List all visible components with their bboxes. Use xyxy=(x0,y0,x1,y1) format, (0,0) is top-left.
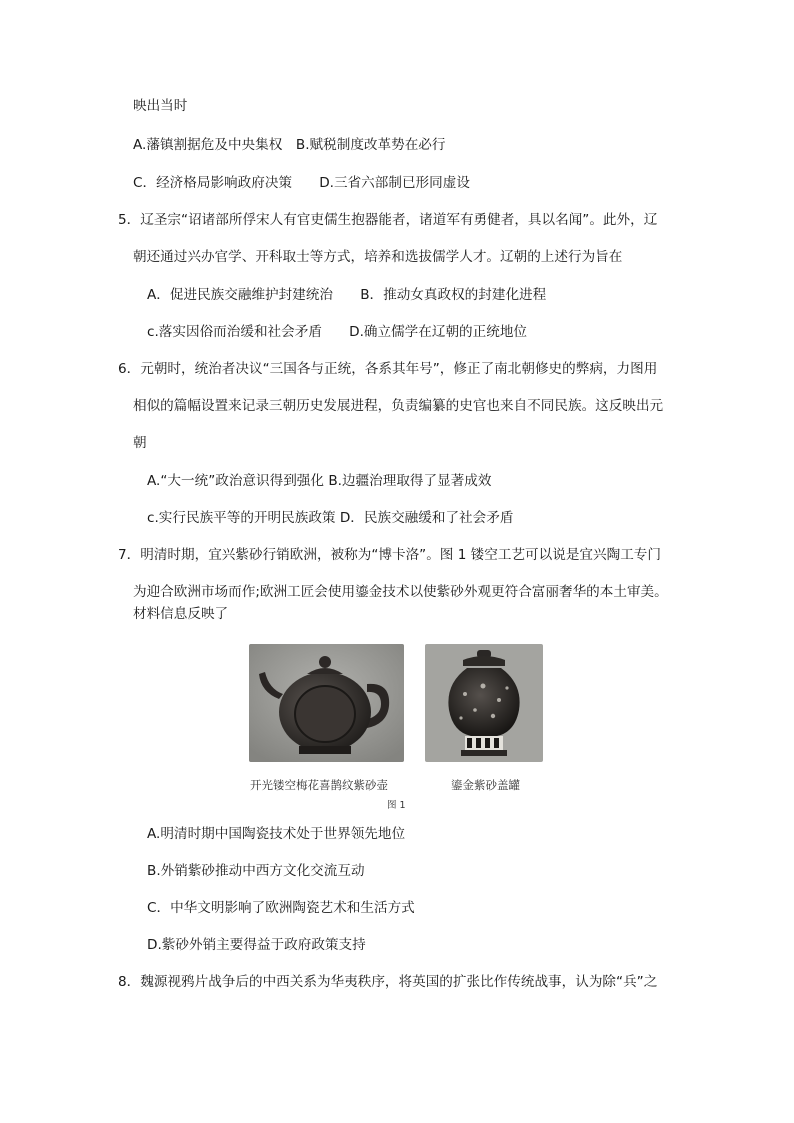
question-7-line-3: 材料信息反映了 xyxy=(133,606,229,622)
figure-label: 图 1 xyxy=(387,800,406,811)
question-6-options-1: A.“大一统”政治意识得到强化 B.边疆治理取得了显著成效 xyxy=(147,473,492,489)
line-0: 映出当时 xyxy=(133,98,188,114)
question-6-line-1: 6．元朝时，统治者决议“三国各与正统，各系其年号”，修正了南北朝修史的弊病，力图用 xyxy=(118,361,658,377)
question-6-line-3: 朝 xyxy=(133,435,147,451)
teapot-photo xyxy=(249,644,404,762)
caption-jar: 鎏金紫砂盖罐 xyxy=(451,778,520,792)
question-6-options-2: c.实行民族平等的开明民族政策 D．民族交融缓和了社会矛盾 xyxy=(147,510,514,526)
lidded-jar-photo xyxy=(425,644,543,762)
caption-teapot: 开光镂空梅花喜鹊纹紫砂壶 xyxy=(250,778,388,792)
question-5-line-2: 朝还通过兴办官学、开科取士等方式，培养和选拔儒学人才。辽朝的上述行为旨在 xyxy=(133,249,623,265)
question-6-line-2: 相似的篇幅设置来记录三朝历史发展进程，负责编纂的史官也来自不同民族。这反映出元 xyxy=(133,398,664,414)
figure-1 xyxy=(247,640,547,816)
question-7-option-d: D.紫砂外销主要得益于政府政策支持 xyxy=(147,937,366,953)
question-7-line-1: 7．明清时期，宜兴紫砂行销欧洲，被称为“博卡洛”。图 1 镂空工艺可以说是宜兴陶工专门 xyxy=(118,547,661,563)
question-7-option-a: A.明清时期中国陶瓷技术处于世界领先地位 xyxy=(147,826,406,842)
question-7-option-b: B.外销紫砂推动中西方文化交流互动 xyxy=(147,863,365,879)
question-8-line-1: 8．魏源视鸦片战争后的中西关系为华夷秩序，将英国的扩张比作传统战事，认为除“兵”之 xyxy=(118,974,658,990)
question-5-line-1: 5．辽圣宗“诏诸部所俘宋人有官吏儒生抱器能者，诸道军有勇健者，具以名闻”。此外，辽 xyxy=(118,212,658,228)
option-line-1: A.藩镇割据危及中央集权 B.赋税制度改革势在必行 xyxy=(133,137,446,153)
question-5-options-2: c.落实因俗而治缓和社会矛盾 D.确立儒学在辽朝的正统地位 xyxy=(147,324,528,340)
option-line-2: C．经济格局影响政府决策 D.三省六部制已形同虚设 xyxy=(133,175,470,191)
question-7-line-2: 为迎合欧洲市场而作;欧洲工匠会使用鎏金技术以使紫砂外观更符合富丽奢华的本土审美。 xyxy=(133,584,668,600)
question-5-options-1: A．促进民族交融维护封建统治 B．推动女真政权的封建化进程 xyxy=(147,287,547,303)
question-7-option-c: C．中华文明影响了欧洲陶瓷艺术和生活方式 xyxy=(147,900,415,916)
